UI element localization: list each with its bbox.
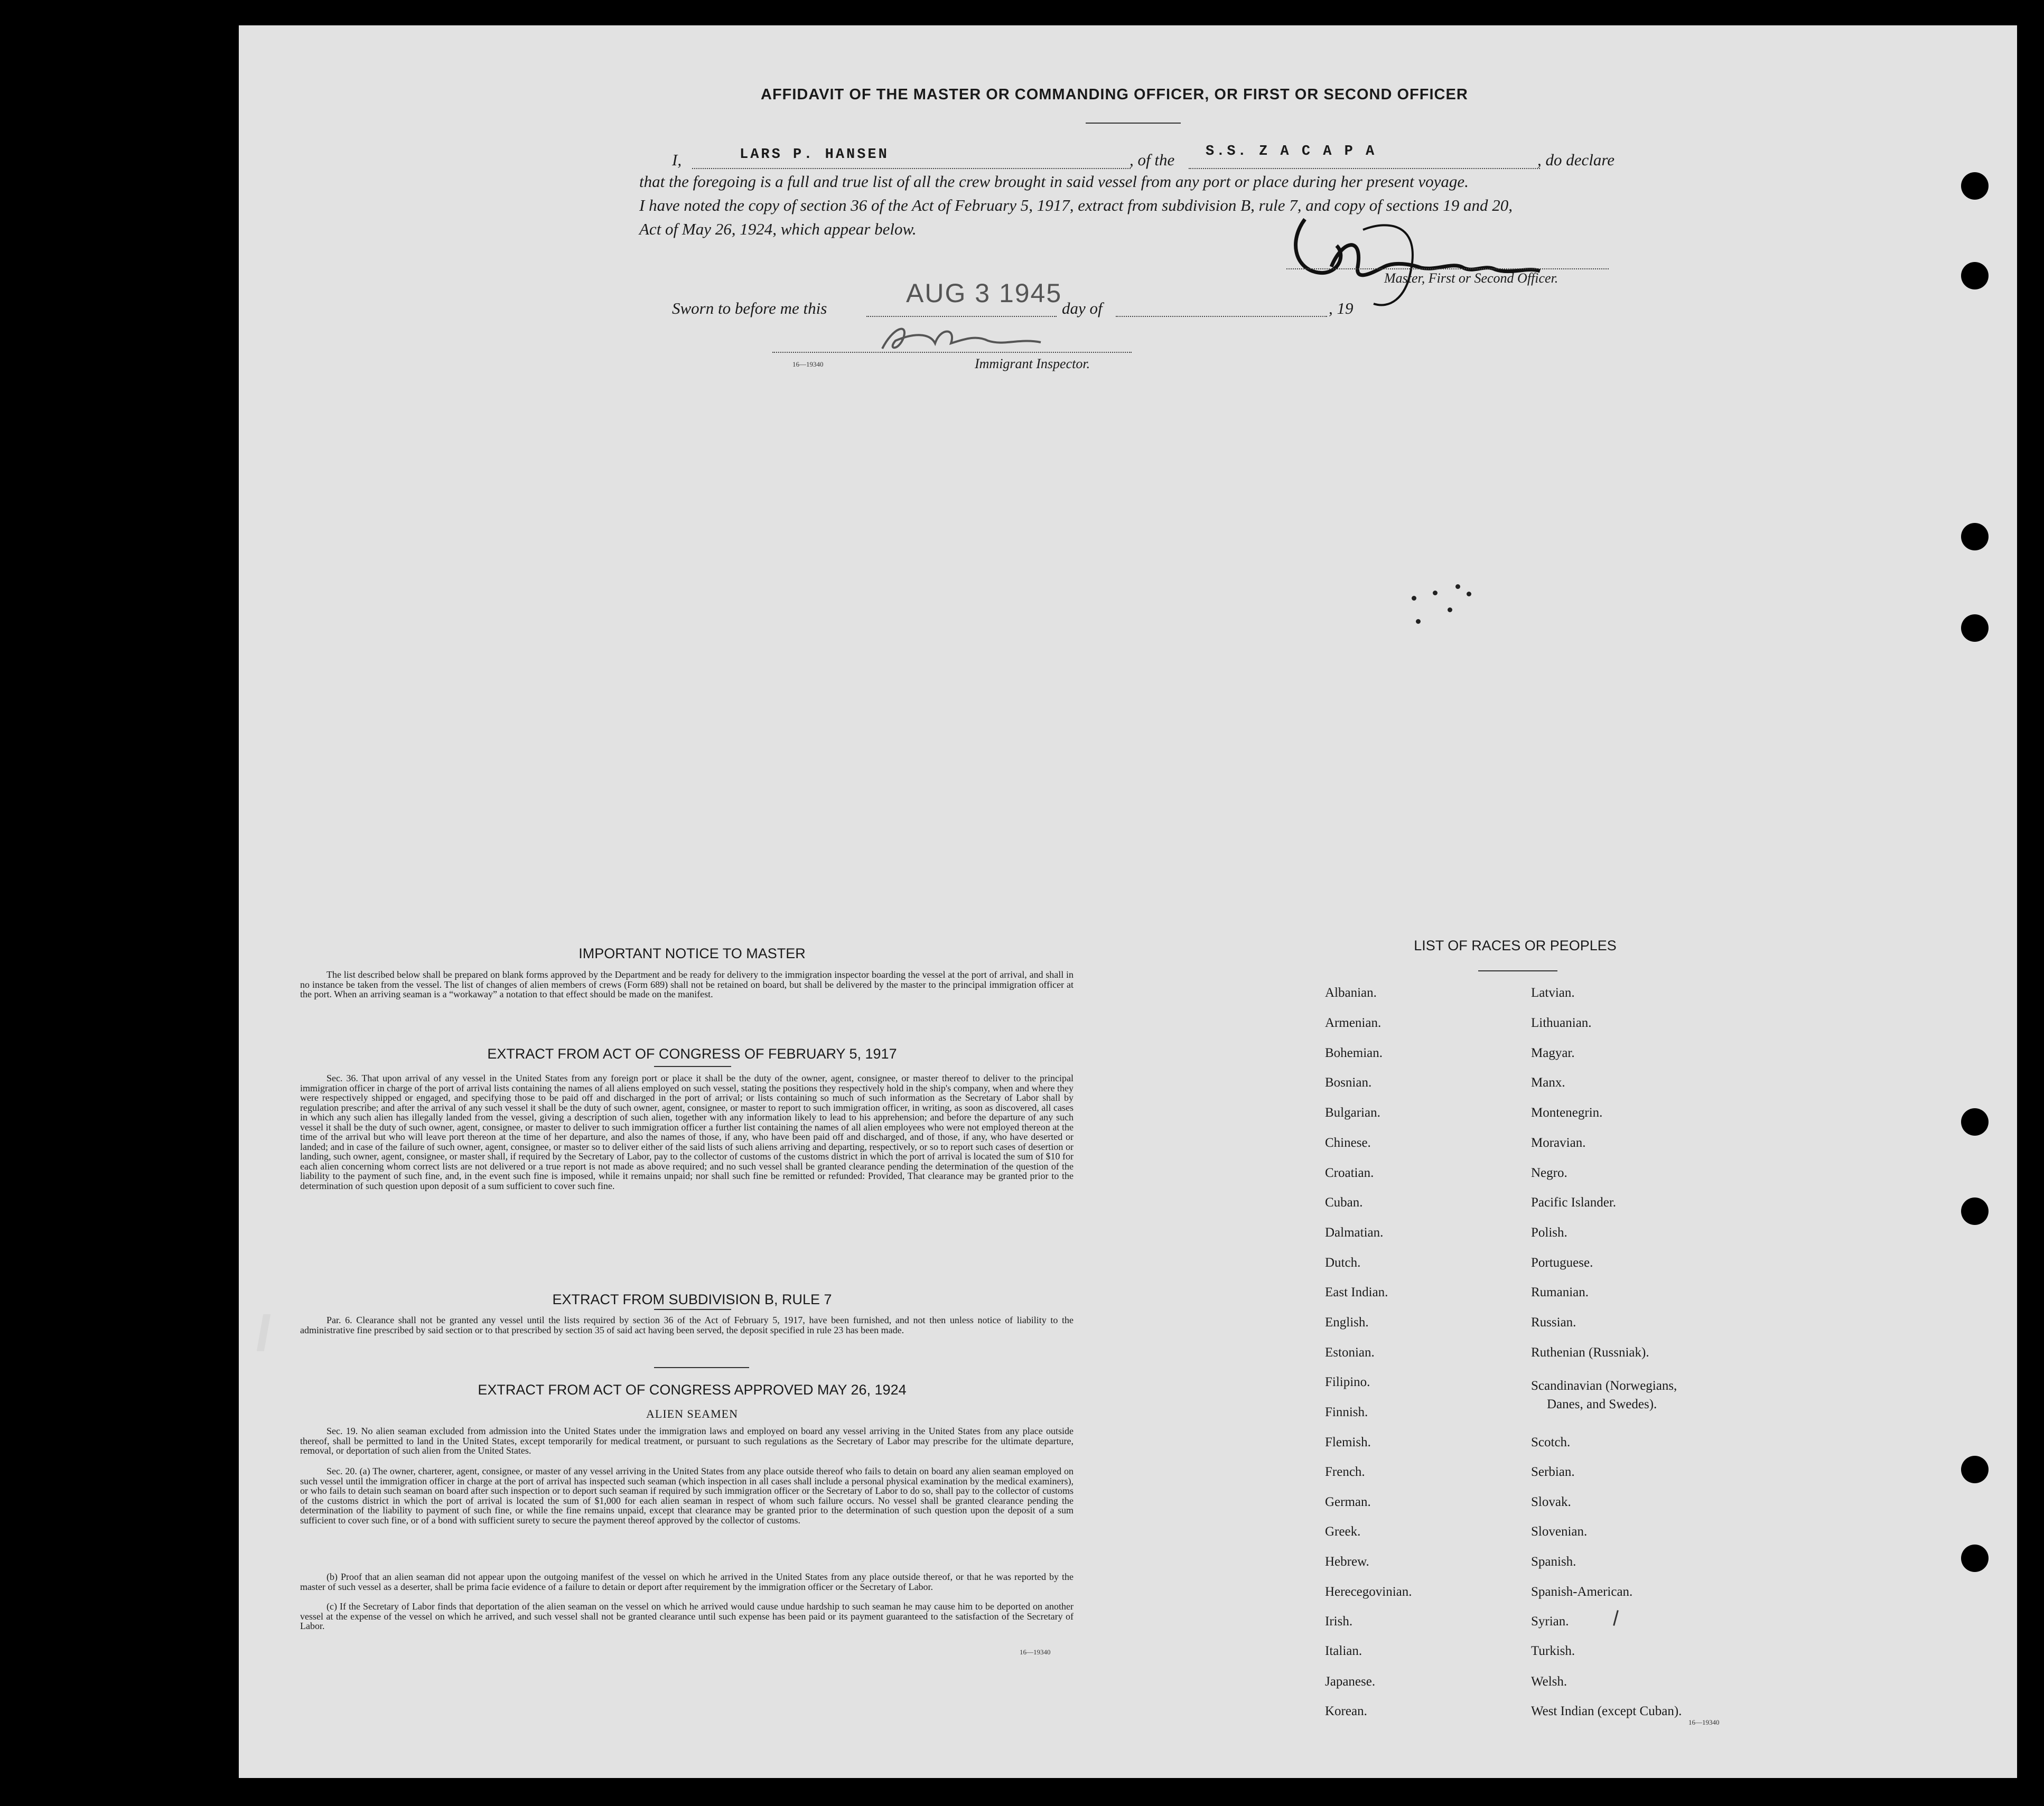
race-item: Serbian. — [1531, 1465, 1575, 1479]
inspector-signature — [872, 317, 1072, 359]
section-divider — [654, 1367, 749, 1368]
extract-1924-sec19: Sec. 19. No alien seaman excluded from admission into the United States under the immigration laws and employed on board any vessel arriving in the United States from any place outside thereof, shall be permitted to land in the United States, except temporarily for medical treatment, or pursuant to such regulations as the Secretary of Labor may prescribe for the ultimate departure, removal, or deportation of such alien from the United States. — [300, 1426, 1074, 1456]
race-item: French. — [1325, 1465, 1365, 1479]
binder-hole — [1961, 614, 1989, 642]
race-item: East Indian. — [1325, 1285, 1388, 1299]
master-name-field: LARS P. HANSEN — [740, 147, 889, 163]
speck — [1467, 592, 1471, 596]
year-label: , 19 — [1329, 299, 1354, 317]
binder-hole — [1961, 1108, 1989, 1136]
extract-1924-sec20a: Sec. 20. (a) The owner, charterer, agent, consignee, or master of any vessel arriving in the United States from any place outside thereof who fails to detain on board any alien seaman employed on such vessel until the immigration officer in charge at the port of arrival has inspected such seaman (which inspection in all cases shall include a personal physical examination by the medical examiners), or who fails to detain such seaman on board after such inspection or to deport such seaman if required by such immigration officer or the Secretary of Labor to do so, shall pay to the collector of customs of the customs district in which the port of arrival is located the sum of $1,000 for each alien seaman in respect of whom such failure occurs. No vessel shall be granted clearance pending the determination of the liability to payment of such fine, or while the fine remains unpaid, except that clearance may be granted prior to the determination of such question upon the deposit of a sum sufficient to cover such fine, or of a bond with sufficient surety to secure the payment thereof approved by the collector of customs. — [300, 1466, 1074, 1526]
affidavit-line-3: I have noted the copy of section 36 of the Act of February 5, 1917, extract from subdivision B, rule 7, and copy of sections 19 and 20, — [639, 196, 1513, 214]
race-item: Pacific Islander. — [1531, 1195, 1617, 1210]
binder-hole — [1961, 262, 1989, 289]
race-item: West Indian (except Cuban). — [1531, 1704, 1682, 1718]
speck — [1412, 596, 1416, 601]
race-item: Polish. — [1531, 1225, 1567, 1240]
race-item: English. — [1325, 1315, 1369, 1330]
extract-1917-rule — [654, 1066, 731, 1067]
binder-hole — [1961, 523, 1989, 550]
race-item: Japanese. — [1325, 1674, 1376, 1689]
race-item: Manx. — [1531, 1075, 1565, 1090]
race-item: Finnish. — [1325, 1405, 1368, 1419]
race-item: Greek. — [1325, 1524, 1361, 1539]
extract-rule7-body: Par. 6. Clearance shall not be granted any vessel until the lists required by section 36 of the Act of February 5, 1917, have been furnished, and not then unless notice of liability to the administrative fine prescribed by said section or to that prescribed by section 35 of said act having been served, the deposit specified in rule 23 has been made. — [300, 1315, 1074, 1335]
extract-rule7-rule — [654, 1309, 731, 1310]
extract-1917-title: EXTRACT FROM ACT OF CONGRESS OF FEBRUARY 5, 1917 — [487, 1046, 897, 1062]
race-item: Flemish. — [1325, 1435, 1371, 1449]
binder-hole — [1961, 1545, 1989, 1572]
of-the-label: , of the — [1130, 151, 1175, 169]
race-item: Spanish-American. — [1531, 1585, 1633, 1599]
race-item: Portuguese. — [1531, 1256, 1593, 1270]
race-item: Chinese. — [1325, 1136, 1371, 1150]
races-title: LIST OF RACES OR PEOPLES — [1414, 938, 1617, 953]
sworn-month-line — [1116, 316, 1327, 317]
race-item: Turkish. — [1531, 1644, 1575, 1658]
race-item: Scandinavian (Norwegians, — [1531, 1379, 1677, 1393]
race-item: Estonian. — [1325, 1345, 1375, 1360]
race-item: Ruthenian (Russniak). — [1531, 1345, 1649, 1360]
inspector-caption: Immigrant Inspector. — [975, 356, 1090, 371]
speck — [1416, 619, 1421, 624]
notice-body: The list described below shall be prepared on blank forms approved by the Department and be ready for delivery to the immigration inspector boarding the vessel at the port of arrival, and shall in no instance be taken from the vessel. The list of changes of alien members of crews (Form 689) shall not be retained on board, but shall be delivered by the master to the principal immigration officer at the port. When an arriving seaman is a “workaway” a notation to that effect should be made on the manifest. — [300, 969, 1074, 999]
master-signature — [1284, 209, 1558, 314]
race-item: Latvian. — [1531, 986, 1575, 1000]
affidavit-line-4: Act of May 26, 1924, which appear below. — [639, 220, 917, 238]
affidavit-line-2: that the foregoing is a full and true list of all the crew brought in said vessel from any port or place during her present voyage. — [639, 172, 1469, 191]
date-stamp: AUG 3 1945 — [906, 278, 1062, 308]
races-form-number: 16—19340 — [1688, 1718, 1720, 1726]
race-item: Bulgarian. — [1325, 1106, 1380, 1120]
race-item: Hebrew. — [1325, 1555, 1369, 1569]
vessel-name-line — [1189, 168, 1540, 169]
race-item: Welsh. — [1531, 1674, 1567, 1689]
race-item: German. — [1325, 1495, 1371, 1509]
race-item: Bohemian. — [1325, 1046, 1383, 1060]
inspector-line — [772, 352, 1132, 353]
race-item: Italian. — [1325, 1644, 1362, 1658]
extract-1924-form-number: 16—19340 — [1020, 1648, 1051, 1656]
extract-1924-subtitle: ALIEN SEAMEN — [646, 1407, 738, 1420]
race-item: Filipino. — [1325, 1375, 1370, 1389]
notice-title: IMPORTANT NOTICE TO MASTER — [578, 946, 806, 961]
race-item: Herecegovinian. — [1325, 1585, 1412, 1599]
extract-1917-body: Sec. 36. That upon arrival of any vessel in the United States from any foreign port or place it shall be the duty of the owner, agent, consignee, or master thereof to deliver to the principal immigration officer in charge of the port of arrival lists containing the names of all aliens employed on such vessel, stating the positions they respectively hold in the ship's company, when and where they were respectively shipped or engaged, and specifying those to be paid off and discharged in the port of arrival; or lists containing so much of such information as the Secretary of Labor shall by regulation prescribe; and after the arrival of any such vessel it shall be the duty of such owner, agent, consignee, or master to report to such immigration officer, in writing, as soon as discovered, all cases in which any such alien has illegally landed from the vessel, giving a description of such alien, together with any information likely to lead to his apprehension; and before the departure of any such vessel it shall be the duty of such owner, agent, consignee, or master to deliver to such immigration officer a further list containing the names of all alien employees who were not employed thereon at the time of the arrival but who will leave port thereon at the time of her departure, and also the names of those, if any, who have been paid off and discharged, and of those, if any, who have deserted or landed; and in case of the failure of such owner, agent, consignee, or master so to deliver either of the said lists of such aliens arriving and departing, respectively, or so to report such cases of desertion or landing, such owner, agent, consignee, or master shall, if required by the Secretary of Labor, pay to the collector of customs of the customs district in which the port of arrival is located the sum of $10 for each alien concerning whom correct lists are not delivered or a true report is not made as above required; and no such vessel shall be granted clearance pending the determination of the question of the liability to the payment of such fine, and, in the event such fine is imposed, while it remains unpaid; nor shall such fine be remitted or refunded: Provided, That clearance may be granted prior to the determination of such question upon deposit of a sum sufficient to cover such fine. — [300, 1073, 1074, 1191]
affidavit-form-number: 16—19340 — [792, 360, 824, 368]
race-item: Croatian. — [1325, 1166, 1374, 1180]
race-item: Syrian. — [1531, 1614, 1569, 1629]
i-label: I, — [672, 151, 682, 169]
race-item: Montenegrin. — [1531, 1106, 1603, 1120]
races-rule — [1478, 970, 1557, 971]
extract-1924-sec20b: (b) Proof that an alien seaman did not appear upon the outgoing manifest of the vessel on which he arrived in the United States from any place outside thereof, or that he was reported by the master of such vessel as a deserter, shall be prima facie evidence of a failure to detain or deport after requirement by the immigration officer or the Secretary of Labor. — [300, 1571, 1074, 1592]
speck — [1433, 591, 1438, 595]
sworn-label: Sworn to before me this — [672, 299, 827, 317]
race-item: Korean. — [1325, 1704, 1367, 1718]
affidavit-title: AFFIDAVIT OF THE MASTER OR COMMANDING OFFICER, OR FIRST OR SECOND OFFICER — [761, 86, 1468, 103]
binder-hole — [1961, 172, 1989, 200]
race-item: Dalmatian. — [1325, 1225, 1384, 1240]
race-item: Rumanian. — [1531, 1285, 1589, 1299]
extract-rule7-title: EXTRACT FROM SUBDIVISION B, RULE 7 — [552, 1292, 832, 1307]
race-item: Irish. — [1325, 1614, 1353, 1629]
do-declare-label: , do declare — [1537, 151, 1615, 169]
race-item: Albanian. — [1325, 986, 1377, 1000]
race-item: Bosnian. — [1325, 1075, 1372, 1090]
title-rule — [1086, 123, 1181, 124]
race-item: Armenian. — [1325, 1016, 1382, 1030]
race-item: Slovenian. — [1531, 1524, 1588, 1539]
race-item: Russian. — [1531, 1315, 1576, 1330]
vessel-name-field: S.S. Z A C A P A — [1206, 144, 1377, 160]
race-item: Spanish. — [1531, 1555, 1576, 1569]
signature-line — [1286, 268, 1609, 269]
binder-hole — [1961, 1456, 1989, 1483]
race-item: Scotch. — [1531, 1435, 1571, 1449]
master-name-line — [692, 168, 1131, 169]
signature-caption: Master, First or Second Officer. — [1384, 270, 1558, 286]
race-item: Negro. — [1531, 1166, 1567, 1180]
race-item: Danes, and Swedes). — [1547, 1397, 1657, 1411]
edge-mark — [257, 1314, 270, 1351]
day-of-label: day of — [1062, 299, 1103, 317]
speck — [1448, 607, 1452, 612]
race-item: Dutch. — [1325, 1256, 1361, 1270]
speck — [1455, 584, 1460, 589]
race-item: Moravian. — [1531, 1136, 1586, 1150]
race-item: Cuban. — [1325, 1195, 1363, 1210]
race-item: Slovak. — [1531, 1495, 1571, 1509]
extract-1924-sec20c: (c) If the Secretary of Labor finds that deportation of the alien seaman on the vessel on which he arrived would cause undue hardship to such seaman he may cause him to be deported on another vessel at the expense of the vessel on which he arrived, and such vessel shall not be granted clearance until such expense has been paid or its payment guaranteed to the satisfaction of the Secretary of Labor. — [300, 1601, 1074, 1631]
race-item: Magyar. — [1531, 1046, 1575, 1060]
race-item: Lithuanian. — [1531, 1016, 1592, 1030]
binder-hole — [1961, 1197, 1989, 1225]
extract-1924-title: EXTRACT FROM ACT OF CONGRESS APPROVED MAY 26, 1924 — [478, 1382, 907, 1398]
